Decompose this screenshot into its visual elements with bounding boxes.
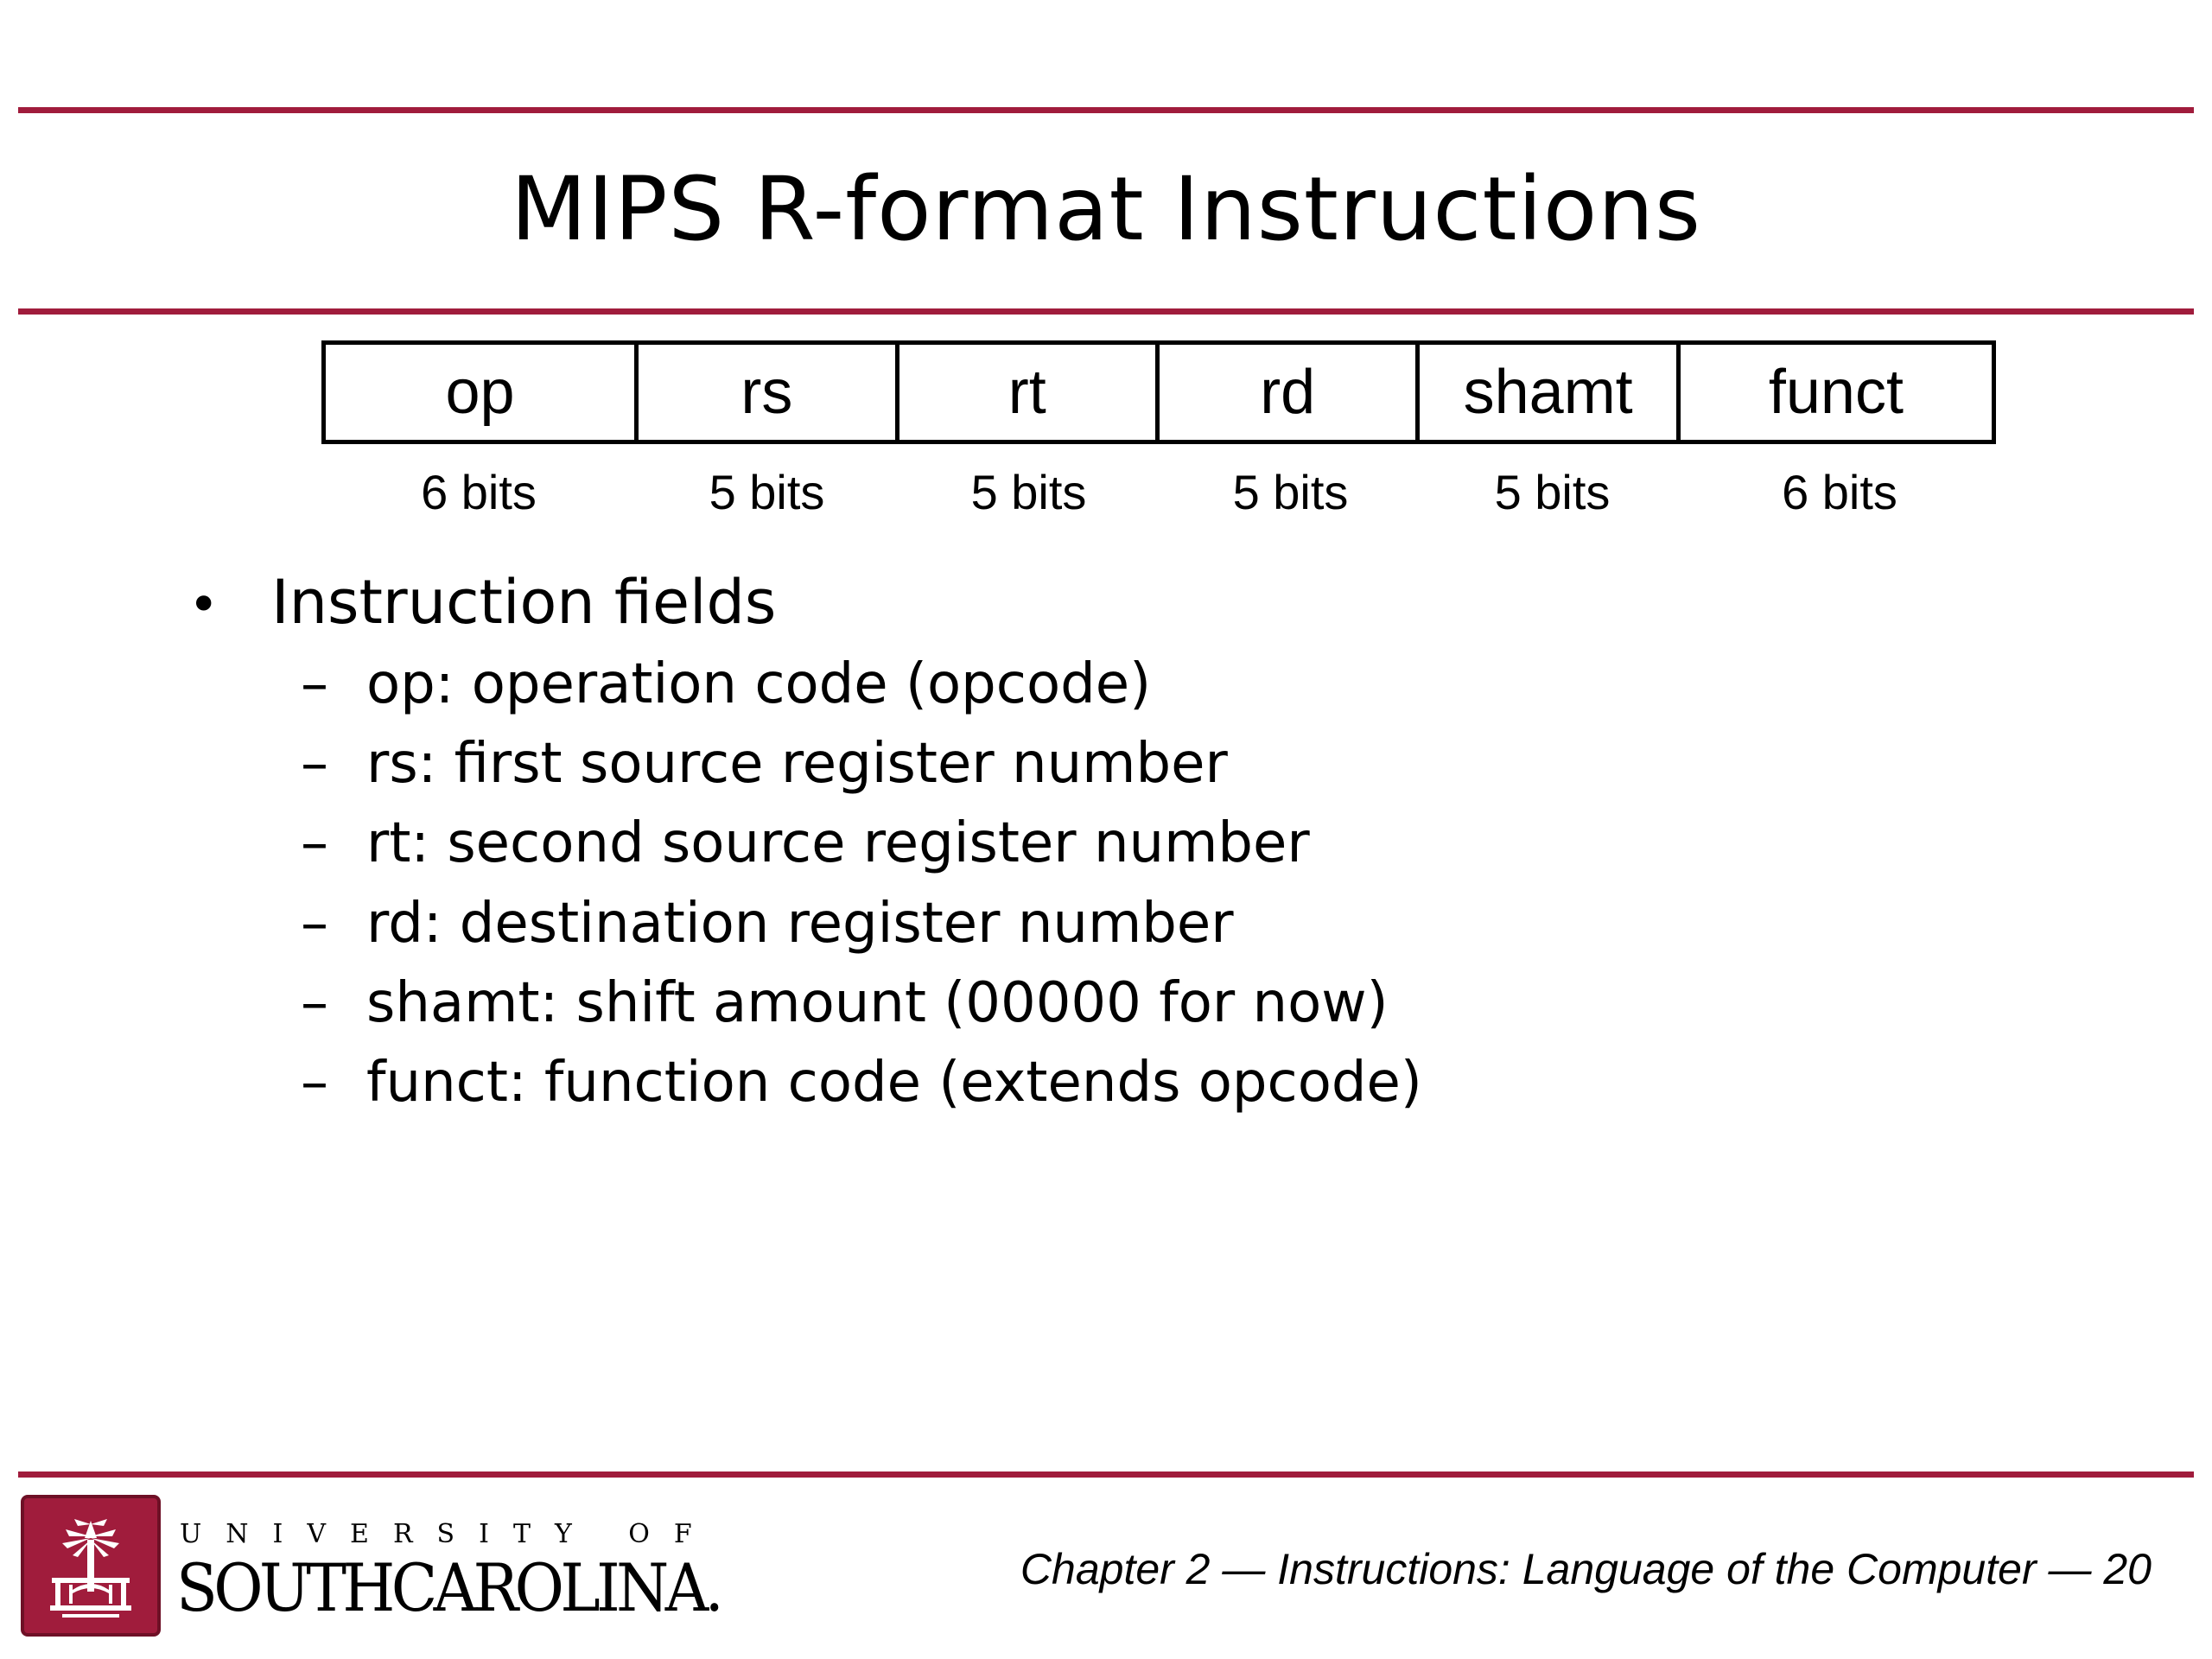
field-funct: funct xyxy=(1768,358,1904,427)
footer-rule xyxy=(18,1471,2194,1478)
sub-bullet-text: rd: destination register number xyxy=(366,892,1234,956)
field-rs: rs xyxy=(639,345,899,440)
bits-rt: 5 bits xyxy=(970,465,1087,519)
field-rd: rd xyxy=(1160,345,1420,440)
slide-title: MIPS R-format Instructions xyxy=(510,158,1702,261)
bullet-icon: • xyxy=(188,575,219,635)
field-rt: rt xyxy=(899,345,1160,440)
sub-bullet-shamt xyxy=(301,969,1389,1038)
sub-bullet-rs xyxy=(301,729,1228,798)
sub-bullet-text: rs: first source register number xyxy=(366,732,1228,796)
field-op: op xyxy=(326,345,639,440)
slide-footer: Chapter 2 — Instructions: Language of the Computer — 20 xyxy=(1020,1545,2152,1593)
sub-bullet-rt xyxy=(301,809,1310,878)
sub-bullet-text: funct: function code (extends opcode) xyxy=(366,1051,1422,1115)
r-format-field-diagram xyxy=(321,340,1996,444)
field-widths-row xyxy=(321,462,1996,523)
bits-rs: 5 bits xyxy=(709,465,825,519)
bullet-heading: Instruction fields xyxy=(271,567,777,638)
sub-bullet-text: rt: second source register number xyxy=(366,811,1310,875)
logo-name-line: SOUTHCAROLINA. xyxy=(176,1549,721,1626)
bits-op: 6 bits xyxy=(421,465,537,519)
dash-icon: – xyxy=(301,732,328,796)
palmetto-tree-icon xyxy=(21,1495,161,1637)
sub-bullet-rd xyxy=(301,889,1234,958)
bits-funct: 6 bits xyxy=(1782,465,1897,519)
logo-university-line: UNIVERSITY OF xyxy=(180,1519,716,1549)
dash-icon: – xyxy=(301,892,328,956)
sub-bullet-op xyxy=(301,650,1151,719)
sub-bullet-funct xyxy=(301,1048,1422,1117)
sub-bullet-text: op: operation code (opcode) xyxy=(366,652,1152,716)
bits-rd: 5 bits xyxy=(1232,465,1349,519)
dash-icon: – xyxy=(301,811,328,875)
bits-shamt: 5 bits xyxy=(1494,465,1611,519)
dash-icon: – xyxy=(301,1051,328,1115)
title-rule xyxy=(18,308,2194,315)
dash-icon: – xyxy=(301,652,328,716)
sub-bullet-text: shamt: shift amount (00000 for now) xyxy=(366,971,1389,1035)
field-shamt: shamt xyxy=(1420,345,1680,440)
top-rule xyxy=(18,107,2194,113)
dash-icon: – xyxy=(301,971,328,1035)
